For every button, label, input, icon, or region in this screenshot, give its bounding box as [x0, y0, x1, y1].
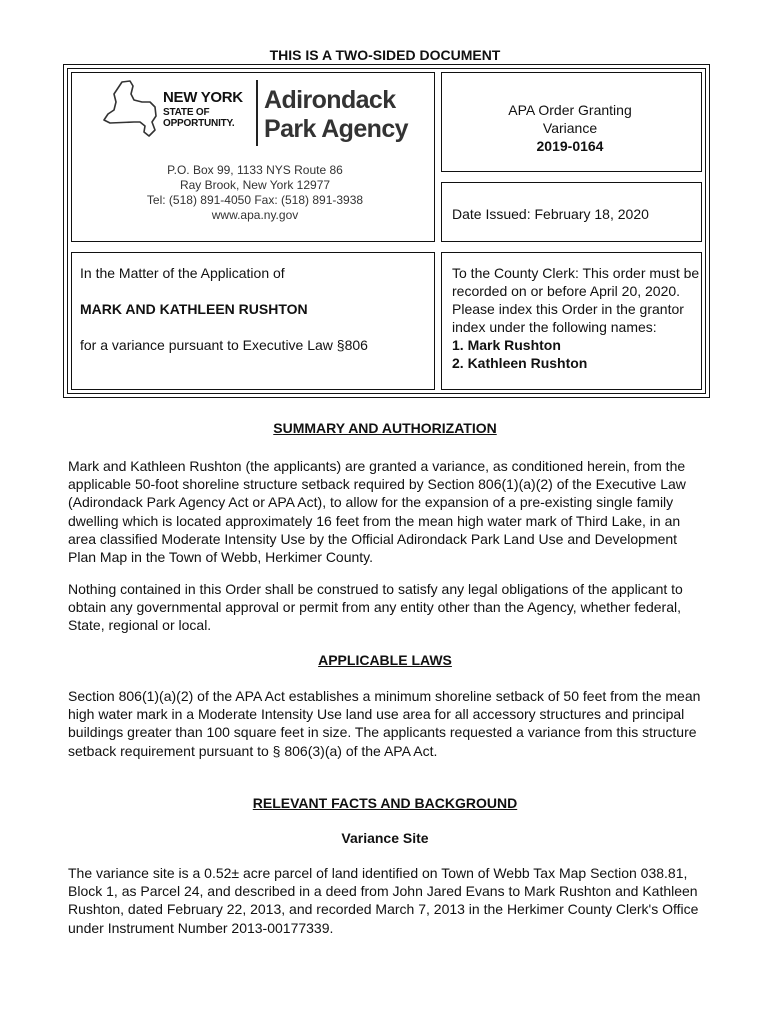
order-number: 2019-0164	[536, 138, 604, 154]
summary-heading: SUMMARY AND AUTHORIZATION	[273, 420, 497, 436]
summary-paragraph-2: Nothing contained in this Order shall be construed to satisfy any legal obligations of the applicant to obtain any governmental approval or permit from any entity other than the Agency, whether federal, State, regional or local.	[68, 581, 683, 634]
order-title-line2: Variance	[542, 120, 598, 136]
new-york-state-map-icon	[100, 80, 160, 138]
agency-logo-text	[264, 86, 408, 144]
ny-logo-subtitle	[163, 107, 235, 129]
agency-name-line1: Adirondack	[264, 86, 396, 114]
ny-logo-title: NEW YORK	[163, 89, 243, 106]
variance-site-subheading: Variance Site	[341, 830, 429, 846]
document-notice: THIS IS A TWO-SIDED DOCUMENT	[269, 47, 501, 63]
matter-intro: In the Matter of the Application of	[80, 265, 285, 281]
logo-divider	[256, 80, 258, 146]
ny-logo-line2: STATE OF	[163, 107, 210, 118]
agency-name-line2: Park Agency	[264, 115, 408, 143]
grantor-name-2: 2. Kathleen Rushton	[452, 355, 588, 371]
website-link[interactable]: www.apa.ny.gov	[211, 208, 299, 222]
address-line2: Ray Brook, New York 12977	[179, 178, 331, 192]
applicable-laws-heading: APPLICABLE LAWS	[318, 652, 452, 668]
ny-logo-line3: OPPORTUNITY.	[163, 118, 235, 129]
clerk-instructions	[452, 264, 702, 372]
applicable-laws-paragraph: Section 806(1)(a)(2) of the APA Act establishes a minimum shoreline setback of 50 feet from the mean high water mark in a Moderate Intensity Use land use area for all accessory structures and principal buildings greater than 100 square feet in size. The applicants requested a variance from this structure setback requirement pursuant to § 806(3)(a) of the APA Act.	[68, 688, 701, 759]
applicant-names: MARK AND KATHLEEN RUSHTON	[80, 301, 308, 317]
address-line1: P.O. Box 99, 1133 NYS Route 86	[167, 163, 343, 177]
grantor-name-1: 1. Mark Rushton	[452, 337, 561, 353]
matter-block	[80, 264, 420, 372]
order-title-line1: APA Order Granting	[508, 102, 632, 118]
variance-site-paragraph: The variance site is a 0.52± acre parcel of land identified on Town of Webb Tax Map Section 038.81, Block 1, as Parcel 24, and described in a deed from John Jared Evans to Mark Rushton and Kathleen Rushton, dated February 22, 2013, and recorded March 7, 2013 in the Herkimer County Clerk's Office under Instrument Number 2013-00177339.	[68, 865, 699, 936]
phone-fax: Tel: (518) 891-4050 Fax: (518) 891-3938	[146, 193, 364, 207]
facts-heading: RELEVANT FACTS AND BACKGROUND	[252, 795, 518, 811]
clerk-text: To the County Clerk: This order must be recorded on or before April 20, 2020. Please index this Order in the grantor index under the following names:	[452, 265, 700, 335]
matter-purpose: for a variance pursuant to Executive Law §806	[80, 337, 368, 353]
summary-paragraph-1: Mark and Kathleen Rushton (the applicants) are granted a variance, as conditioned herein, from the applicable 50-foot shoreline structure setback required by Section 806(1)(a)(2) of the Executive Law (Adirondack Park Agency Act or APA Act), to allow for the expansion of a pre-existing single family dwelling which is located approximately 16 feet from the mean high water mark of Third Lake, in an area classified Moderate Intensity Use by the Official Adirondack Park Land Use and Development Plan Map in the Town of Webb, Herkimer County.	[68, 458, 686, 566]
date-issued: Date Issued: February 18, 2020	[452, 206, 649, 222]
agency-contact-block	[100, 163, 410, 223]
order-title	[440, 101, 700, 155]
